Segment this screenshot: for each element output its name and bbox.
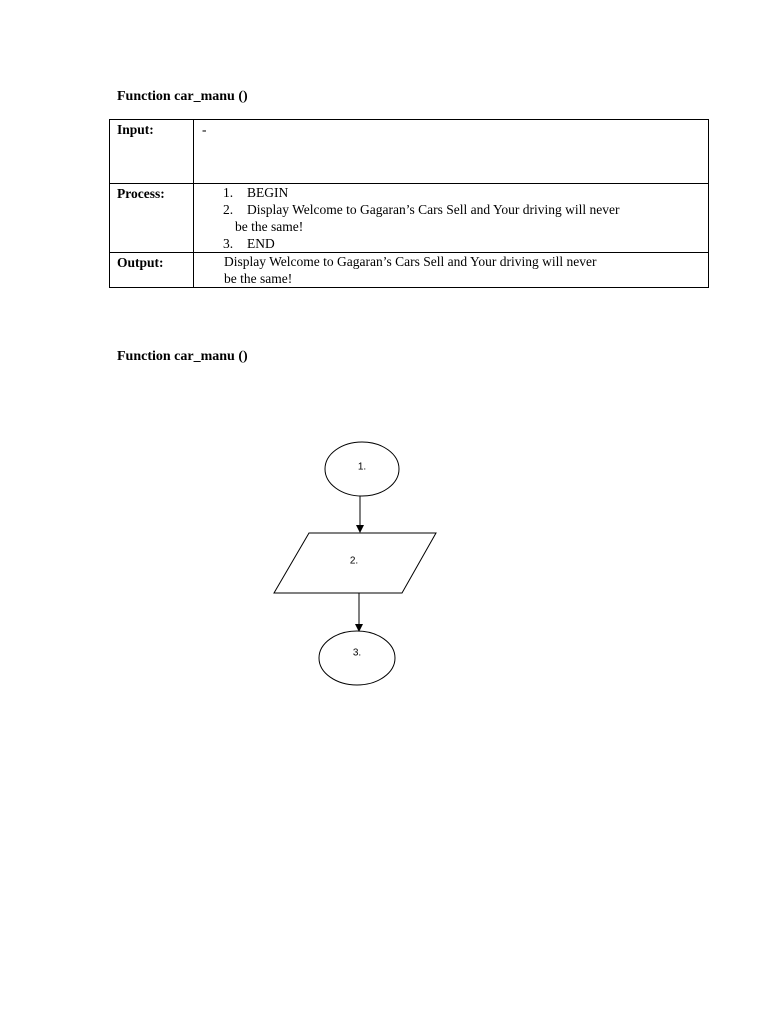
process-label: Process: [110, 184, 194, 253]
start-node-label: 1. [357, 461, 367, 473]
step-number: 3. [223, 236, 234, 251]
input-label: Input: [110, 120, 194, 184]
step-text: BEGIN [247, 185, 289, 200]
end-node-label: 3. [352, 647, 362, 659]
display-node-label: 2. [349, 555, 359, 567]
step-number: 2. [223, 202, 234, 217]
flowchart-heading: Function car_manu () [117, 349, 248, 364]
step-continuation: be the same! [235, 219, 304, 234]
output-label: Output: [110, 253, 194, 288]
output-line: be the same! [224, 271, 293, 286]
step-text: END [247, 236, 275, 251]
function-heading: Function car_manu () [117, 89, 248, 104]
step-number: 1. [223, 185, 234, 200]
output-line: Display Welcome to Gagaran’s Cars Sell and Your driving will never [224, 254, 597, 269]
input-value: - [202, 122, 207, 137]
step-text: Display Welcome to Gagaran’s Cars Sell and Your driving will never [247, 202, 620, 217]
